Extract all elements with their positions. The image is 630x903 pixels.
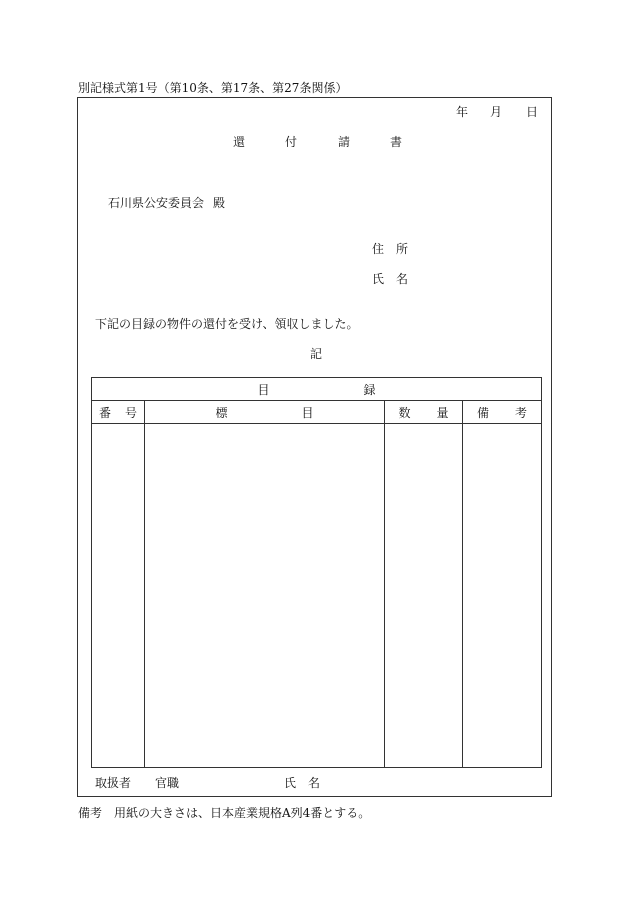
header-item <box>145 401 385 424</box>
cell-quantity <box>385 424 463 768</box>
header-quantity-char-1: 数 <box>398 405 411 420</box>
note: 備考 用紙の大きさは、日本産業規格A列4番とする。 <box>78 806 371 820</box>
handler-name-char-1: 氏 <box>284 776 297 790</box>
header-number <box>92 401 145 424</box>
handler-name-char-2: 名 <box>308 776 321 790</box>
header-quantity <box>385 401 463 424</box>
date-day: 日 <box>526 105 539 119</box>
statement: 下記の目録の物件の還付を受け、領収しました。 <box>95 317 359 331</box>
table-title-cell <box>92 378 542 401</box>
header-number-char-2: 号 <box>125 405 138 420</box>
header-remarks-char-2: 考 <box>515 405 528 420</box>
handler-label: 取扱者 <box>95 776 132 790</box>
table-title-row <box>92 378 542 401</box>
address-label-char-2: 所 <box>396 242 409 256</box>
title-char-3: 請 <box>338 135 351 149</box>
header-number-char-1: 番 <box>98 405 111 420</box>
cell-number <box>92 424 145 768</box>
header-item-char-2: 目 <box>301 405 314 420</box>
title-char-4: 書 <box>390 135 403 149</box>
cell-item <box>145 424 385 768</box>
name-label-char-1: 氏 <box>372 272 385 286</box>
inventory-table <box>91 377 542 768</box>
header-remarks <box>463 401 542 424</box>
table-title-char-1: 目 <box>257 382 270 397</box>
title-char-1: 還 <box>233 135 246 149</box>
date-month: 月 <box>490 105 503 119</box>
handler-position-label: 官職 <box>155 776 180 790</box>
honorific: 殿 <box>213 196 226 210</box>
form-header: 別記様式第1号（第10条、第17条、第27条関係） <box>78 81 348 95</box>
cell-remarks <box>463 424 542 768</box>
date-year: 年 <box>456 105 469 119</box>
name-label-char-2: 名 <box>396 272 409 286</box>
table-title-char-2: 録 <box>363 382 376 397</box>
title-char-2: 付 <box>285 135 298 149</box>
header-item-char-1: 標 <box>215 405 228 420</box>
address-label-char-1: 住 <box>372 242 385 256</box>
header-quantity-char-2: 量 <box>436 405 449 420</box>
ki-label: 記 <box>310 347 323 361</box>
table-header-row <box>92 401 542 424</box>
addressee: 石川県公安委員会 <box>108 196 205 210</box>
table-body-row <box>92 424 542 768</box>
header-remarks-char-1: 備 <box>477 405 490 420</box>
